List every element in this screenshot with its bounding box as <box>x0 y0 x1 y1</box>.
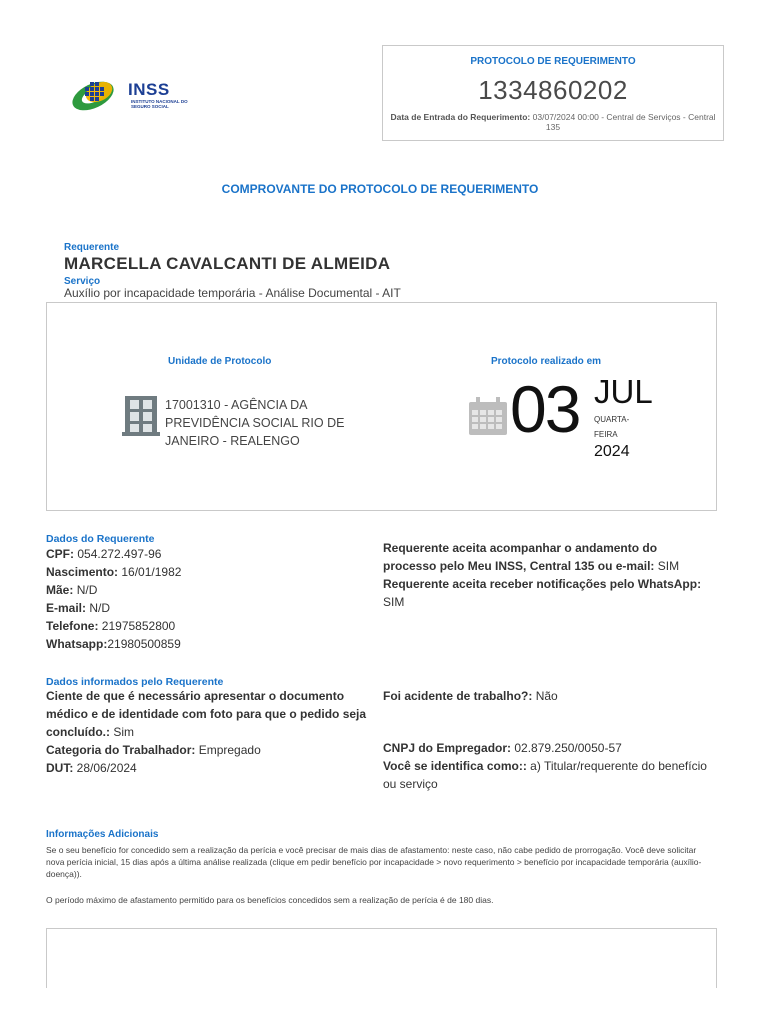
field-value: N/D <box>76 583 98 597</box>
additional-info-p1: Se o seu benefício for concedido sem a realização da perícia e você precisar de mais dias de afastamento: neste caso, não cabe pedido de prorrogação. Você deve solicitar nova perícia inicial, 15 dias após a última análise realizada (clique em pedir benefício por incapacidade > novo requerimento > benefício por incapacidade temporária (auxílio-doença)). <box>46 845 702 879</box>
field-value: 02.879.250/0050-57 <box>514 741 622 755</box>
entry-date-label: Data de Entrada do Requerimento: <box>390 112 531 122</box>
field-ciente <box>46 687 378 741</box>
field-key: CNPJ do Empregador: <box>383 741 512 755</box>
field-mae <box>46 581 366 599</box>
logo-subtitle: INSTITUTO NACIONAL DO SEGURO SOCIAL <box>131 99 188 109</box>
informed-data-label: Dados informados pelo Requerente <box>46 676 224 688</box>
field-cpf <box>46 545 366 563</box>
bottom-box <box>46 928 717 988</box>
field-key: CPF: <box>46 547 74 561</box>
field-key: Foi acidente de trabalho?: <box>383 689 533 703</box>
field-key: E-mail: <box>46 601 87 615</box>
additional-info-text <box>46 844 706 906</box>
unit-label: Unidade de Protocolo <box>168 356 272 367</box>
field-value: 28/06/2024 <box>76 761 137 775</box>
field-value: 21980500859 <box>107 637 181 651</box>
requester-consent <box>383 539 713 611</box>
field-cnpj <box>383 739 713 757</box>
weekday-line-2: FEIRA <box>594 430 618 439</box>
protocol-year: 2024 <box>594 443 630 460</box>
field-value: 21975852800 <box>101 619 176 633</box>
requester-label: Requerente <box>64 242 120 253</box>
requester-name: MARCELLA CAVALCANTI DE ALMEIDA <box>64 254 391 273</box>
building-icon <box>122 394 160 436</box>
field-key: Requerente aceita receber notificações pelo WhatsApp: <box>383 577 702 591</box>
requester-data-label: Dados do Requerente <box>46 533 155 545</box>
field-telefone <box>46 617 366 635</box>
field-value: Sim <box>113 725 135 739</box>
entry-date-value: 03/07/2024 00:00 - Central de Serviços - Central 135 <box>532 112 716 132</box>
field-key: Mãe: <box>46 583 74 597</box>
field-categoria <box>46 741 378 759</box>
field-key: Categoria do Trabalhador: <box>46 743 196 757</box>
field-value: N/D <box>89 601 111 615</box>
calendar-icon <box>468 396 508 436</box>
service-label: Serviço <box>64 276 101 287</box>
informed-right <box>383 687 713 793</box>
protocol-day: 03 <box>510 372 580 446</box>
protocol-label: PROTOCOLO DE REQUERIMENTO <box>470 56 636 67</box>
field-identifica <box>383 757 713 793</box>
field-key: Whatsapp: <box>46 637 108 651</box>
field-key: Você se identifica como:: <box>383 759 527 773</box>
page-title: COMPROVANTE DO PROTOCOLO DE REQUERIMENTO <box>221 182 539 196</box>
field-value: 054.272.497-96 <box>77 547 162 561</box>
field-whatsapp <box>46 635 366 653</box>
field-value: Não <box>535 689 558 703</box>
date-label: Protocolo realizado em <box>491 356 602 367</box>
additional-info-p2: O período máximo de afastamento permitido para os benefícios concedidos sem a realização de perícia é de 180 dias. <box>46 895 494 905</box>
field-nascimento <box>46 563 366 581</box>
consent-followup <box>383 539 713 575</box>
weekday-line-1: QUARTA- <box>594 415 630 424</box>
protocol-number: 1334860202 <box>478 75 628 105</box>
service-value: Auxílio por incapacidade temporária - Análise Documental - AIT <box>64 286 401 300</box>
protocol-weekday <box>594 412 644 442</box>
field-value: SIM <box>383 595 405 609</box>
entry-date <box>383 112 723 132</box>
protocol-month: JUL <box>594 373 653 410</box>
field-value: SIM <box>657 559 680 573</box>
field-value: 16/01/1982 <box>121 565 182 579</box>
field-key: Ciente de que é necessário apresentar o documento médico e de identidade com foto para que o pedido seja concluído.: <box>46 689 367 739</box>
informed-left <box>46 687 378 777</box>
protocol-box <box>382 45 724 141</box>
field-key: DUT: <box>46 761 74 775</box>
field-acidente <box>383 687 713 705</box>
requester-data-list <box>46 545 366 653</box>
unit-value: 17001310 - AGÊNCIA DA PREVIDÊNCIA SOCIAL RIO DE JANEIRO - REALENGO <box>165 398 345 448</box>
field-dut <box>46 759 378 777</box>
field-email <box>46 599 366 617</box>
consent-whatsapp <box>383 575 713 611</box>
field-value: Empregado <box>198 743 261 757</box>
field-key: Telefone: <box>46 619 99 633</box>
field-value: a) Titular/requerente do benefício ou serviço <box>383 759 707 791</box>
field-key: Nascimento: <box>46 565 119 579</box>
logo-brand: INSS <box>128 80 170 99</box>
additional-info-label: Informações Adicionais <box>46 829 159 840</box>
field-key: Requerente aceita acompanhar o andamento do processo pelo Meu INSS, Central 135 ou e-mail: <box>383 541 658 573</box>
